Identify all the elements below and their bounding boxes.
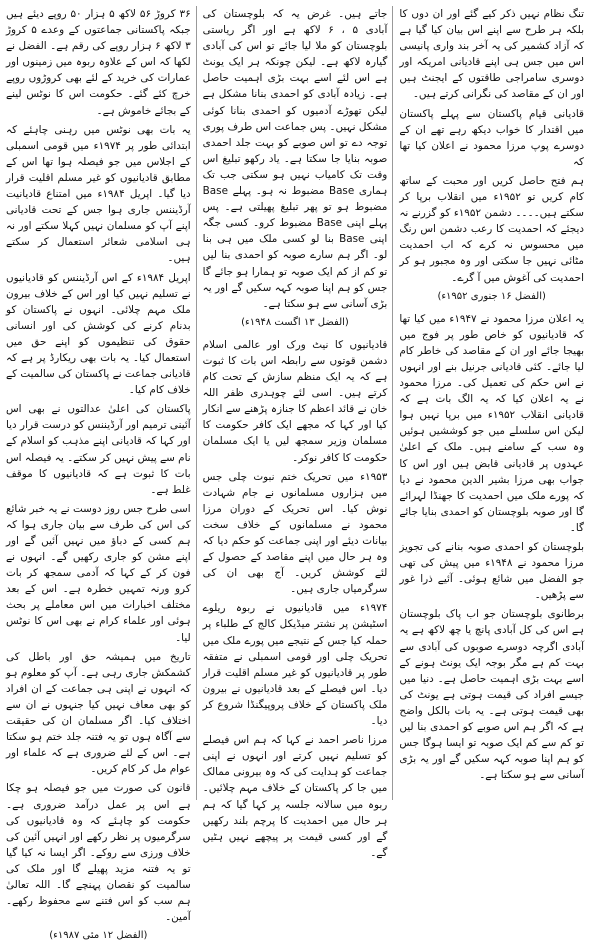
paragraph: ہم فتح حاصل کریں اور محبت کے ساتھ کام کریں تو ۱۹۵۲ء میں انقلاب برپا کر سکتے ہیں۔۔۔۔ دشمن ۱۹۵۲ء کو گزرنے نہ دیجئے کہ احمدیت کا رعب دشمن اس رنگ میں محسوس نہ کرے کہ اب احمدیت مٹائی نہیں جا سکتی اور وہ مجبور ہو کر احمدیت کی آغوش میں آ گرے۔ bbox=[399, 174, 584, 284]
column-right bbox=[399, 6, 584, 800]
paragraph: بلوچستان کو احمدی صوبہ بنانے کی تجویز مرزا محمود نے ۱۹۴۸ء میں پیش کی تھی جو الفضل میں شائع ہوئی۔ آئیے ذرا غور سے پڑھیں۔ bbox=[399, 541, 584, 602]
paragraph: تنگ نظام نہیں ذکر کیے گئے اور ان دوں کا بلکہ ہر طرح سے اپنے اس بیان کیا گیا ہے کہ آزاد کشمیر کی یہ آخر بند واری پانیسی اس میں جس ہی اپنے قادیانی امریکہ اور دوسری سامراجی طاقتوں کے ایجنٹ ہیں اور ان کے مقاصد کی نگرانی کرتے ہیں۔ bbox=[399, 8, 584, 101]
paragraph: پاکستان کی اعلیٰ عدالتوں نے بھی اس آئینی ترمیم اور آرڈیننس کو درست قرار دیا اور کہا کہ قادیانی اپنے مذہب کو اسلام کے نام سے پیش نہیں کر سکتے۔ یہ فیصلہ اس بات کا ثبوت ہے کہ قادیانیوں کا موقف غلط ہے۔ bbox=[5, 403, 191, 496]
paragraph: قادیانی قیام پاکستان سے پہلے پاکستان میں اقتدار کا خواب دیکھ رہے تھے ان کے دوسرے پوپ مرزا محمود نے اعلان کیا تھا کہ bbox=[399, 107, 584, 168]
source-reference: (الفضل ۱۲ مئی ۱۹۸۷ء) bbox=[49, 930, 148, 942]
source-reference: (الفضل ۱۳ اگست ۱۹۴۸ء) bbox=[241, 316, 349, 328]
column-middle bbox=[202, 6, 394, 859]
paragraph: ۱۹۵۳ء میں تحریک ختم نبوت چلی جس میں ہزاروں مسلمانوں نے جام شہادت نوش کیا۔ اس تحریک کے دوران مرزا محمود نے مسلمانوں کے خلاف سخت بیانات دیئے اور اپنی جماعت کو حکم دیا کہ وہ ہر حال میں اپنے مقاصد کے حصول کے لئے کوشش کریں۔ آج بھی ان کی سرگرمیاں جاری ہیں۔ bbox=[202, 470, 388, 596]
paragraph: یہ بات بھی نوٹس میں رہنی چاہئے کہ ابتدائی طور پر ۱۹۷۴ء میں قومی اسمبلی کے اجلاس میں جو فیصلہ ہوا تھا اس کے مطابق قادیانیوں کو غیر مسلم اقلیت قرار دیا گیا۔ اپریل ۱۹۸۴ء میں امتناع قادیانیت آرڈیننس جاری ہوا جس کے تحت قادیانی اپنے آپ کو مسلمان نہیں کہلا سکتے اور نہ ہی اسلامی شعائر استعمال کر سکتے ہیں۔ bbox=[5, 123, 191, 265]
paragraph: ۱۹۷۴ء میں قادیانیوں نے ربوہ ریلوے اسٹیشن پر نشتر میڈیکل کالج کے طلباء پر حملہ کیا جس کے نتیجے میں پورے ملک میں تحریک چلی اور قومی اسمبلی نے متفقہ طور پر قادیانیوں کو غیر مسلم اقلیت قرار دیا۔ اس فیصلے کے بعد قادیانیوں نے بیرون ملک پاکستان کے خلاف پروپیگنڈا شروع کر دیا۔ bbox=[202, 602, 388, 728]
column-left bbox=[5, 6, 197, 942]
paragraph: برطانوی بلوچستان جو اب پاک بلوچستان ہے اس کی کل آبادی پانچ یا چھ لاکھ ہے یہ آبادی اگرچہ دوسرے صوبوں کی آبادی سے بہت کم ہے مگر بوجہ ایک یونٹ ہونے کے اسے بہت بڑی اہمیت حاصل ہے۔ دنیا میں جیسے افراد کی قیمت ہوتی ہے یونٹ کی بھی قیمت ہوتی ہے۔ یہ بات بالکل واضح ہے کہ اگر ہم اس صوبے کو احمدی بنا لیں تو کم سے کم ایک صوبہ تو ایسا ہوگا جس کو ہم اپنا صوبہ کہہ سکیں گے اور یہ بڑی آسانی سے ہو سکتا ہے۔ bbox=[399, 608, 584, 782]
paragraph: قانون کی صورت میں جو فیصلہ ہو چکا ہے اس پر عمل درآمد ضروری ہے۔ حکومت کو چاہئے کہ وہ قادیانیوں کی سرگرمیوں پر نظر رکھے اور انہیں آئین کی خلاف ورزی سے روکے۔ اگر ایسا نہ کیا گیا تو یہ فتنہ مزید پھیلے گا اور ملک کی سالمیت کو نقصان پہنچے گا۔ اللہ تعالیٰ ہم سب کو اس فتنے سے محفوظ رکھے۔ آمین۔ bbox=[5, 782, 191, 924]
paragraph: اپریل ۱۹۸۴ء کے اس آرڈیننس کو قادیانیوں نے تسلیم نہیں کیا اور اس کے خلاف بیرون ملک مہم چلائی۔ انہوں نے پاکستان کو بدنام کرنے کی کوشش کی اور انسانی حقوق کی تنظیموں کو اپنے حق میں استعمال کیا۔ یہ بات بھی ریکارڈ پر ہے کہ قادیانی جماعت نے پاکستان کی سالمیت کے خلاف کام کیا۔ bbox=[5, 271, 191, 397]
source-reference: (الفضل ۱۶ جنوری ۱۹۵۲ء) bbox=[437, 290, 546, 302]
paragraph: قادیانیوں کا نیٹ ورک اور عالمی اسلام دشمن قوتوں سے رابطہ اس بات کا ثبوت ہے کہ یہ ایک منظم سازش کے تحت کام کرتے ہیں۔ اسی لئے چوہدری ظفر اللہ خان نے قائد اعظم کا جنازہ پڑھنے سے انکار کیا اور کہا کہ مجھے ایک کافر حکومت کا مسلمان وزیر سمجھ لیں یا ایک مسلمان حکومت کا کافر نوکر۔ bbox=[202, 338, 388, 464]
paragraph: یہ اعلان مرزا محمود نے ۱۹۴۷ء میں کیا تھا کہ قادیانیوں کو خاص طور پر فوج میں بھیجا جائے اور ان کے مقاصد کی خاطر کام لیا جائے۔ کئی قادیانی جرنیل بنے اور انہوں نے اس حکم کی تعمیل کی۔ مرزا محمود نے یہ اعلان کیا کہ یہ الگ بات ہے کہ قادیانی انقلاب ۱۹۵۲ء میں برپا نہیں ہوا لیکن اس سلسلے میں جو کوششیں ہوئیں وہ سب کے سامنے ہیں۔ ملک کے اعلیٰ عہدوں پر قادیانی قابض ہیں اور اس کا جواب بھی مرزا بشیر الدین محمود نے دیا کہ پورے ملک میں احمدیت کا جھنڈا لہرائے گا اور صوبہ بلوچستان کو احمدی بنایا جائے گا۔ bbox=[399, 312, 584, 534]
paragraph: جاتے ہیں۔ غرض یہ کہ بلوچستان کی آبادی ۵ ، ۶ لاکھ ہے اور اگر ریاستی بلوچستان کو ملا لیا جائے تو اس کی آبادی گیارہ لاکھ ہے۔ لیکن چونکہ ہر ایک یونٹ ہے اس لئے اسے بہت بڑی اہمیت حاصل ہے۔ زیادہ آبادی کو احمدی بنانا مشکل ہے لیکن تھوڑے آدمیوں کو احمدی بنانا کوئی مشکل نہیں۔ پس جماعت اس طرف پوری توجہ دے تو اس صوبے کو بہت جلد احمدی صوبہ بنایا جا سکتا ہے۔ یاد رکھو تبلیغ اس وقت تک کامیاب نہیں ہو سکتی جب تک ہماری Base مضبوط نہ ہو۔ پہلے Base مضبوط ہو تو پھر تبلیغ پھیلتی ہے۔ پس پہلے اپنی Base مضبوط کرو۔ کسی جگہ اپنی Base بنا لو کسی ملک میں ہی بنا لو۔ اگر ہم سارے صوبہ کو احمدی بنا لیں تو کم از کم ایک صوبہ تو ہمارا ہو جائے گا جس کو ہم اپنا صوبہ کہہ سکیں گے اور یہ بڑی آسانی سے ہو سکتا ہے۔ bbox=[202, 8, 388, 310]
paragraph: ۳۶ کروڑ ۵۶ لاکھ ۵ ہزار ۵۰ روپے دیئے ہیں جبکہ پاکستانی جماعتوں کے وعدے ۵ کروڑ ۳ لاکھ ۶ ہزار روپے کی رقم ہے۔ الفضل نے لکھا کہ اس کے علاوہ ربوہ میں زمینوں اور عمارات کی خرید کے لئے بھی کروڑوں روپے خرچ کئے گئے۔ حکومت اس کا نوٹس لینے کے بجائے خاموش ہے۔ bbox=[5, 8, 191, 117]
paragraph: اسی طرح جس روز دوست نے یہ خبر شائع کی اس کی طرف سے بیان جاری ہوا کہ ہم کسی کے دباؤ میں نہیں آئیں گے اور اپنے مشن کو جاری رکھیں گے۔ انہوں نے فون کر کے کہا کہ آدمی سمجھ کر بات کرو ورنہ تمہیں خطرہ ہے۔ اس کے بعد مختلف اخبارات میں اس معاملے پر بحث ہوئی اور علماء کرام نے بھی اس کا نوٹس لیا۔ bbox=[5, 502, 191, 644]
paragraph: تاریخ میں ہمیشہ حق اور باطل کی کشمکش جاری رہی ہے۔ آپ کو معلوم ہو کہ انہوں نے اپنی ہی جماعت کے ان افراد کو بھی معاف نہیں کیا جنہوں نے ان سے اختلاف کیا۔ اگر مسلمان ان کی حقیقت سے آگاہ ہوں تو یہ فتنہ جلد ختم ہو سکتا ہے۔ اس کے لئے ضروری ہے کہ علماء اور عوام مل کر کام کریں۔ bbox=[5, 650, 191, 776]
paragraph: مرزا ناصر احمد نے کہا کہ ہم اس فیصلے کو تسلیم نہیں کرتے اور انہوں نے اپنی جماعت کو ہدایت کی کہ وہ بیرونی ممالک میں جا کر پاکستان کے خلاف مہم چلائیں۔ ربوہ میں سالانہ جلسہ پر کہا گیا کہ ہم ہر حال میں احمدیت کا پرچم بلند رکھیں گے اور کسی قیمت پر پیچھے نہیں ہٹیں گے۔ bbox=[202, 734, 388, 859]
